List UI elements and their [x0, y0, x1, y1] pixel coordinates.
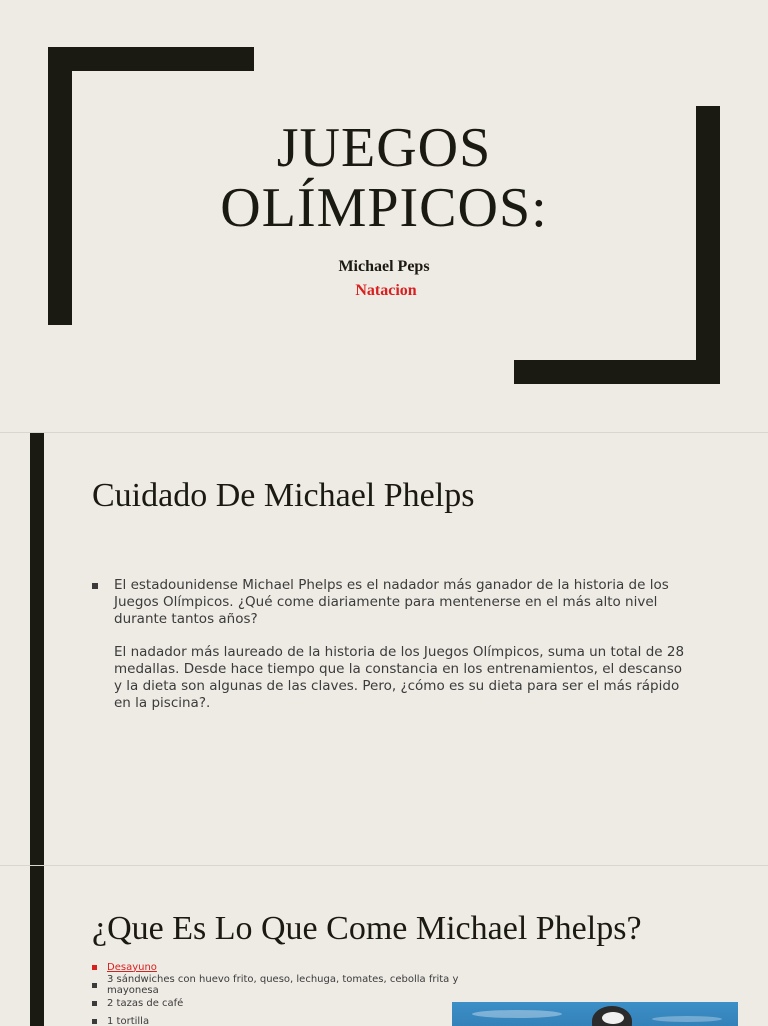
bullet-square-icon [92, 965, 97, 970]
slide-heading: Cuidado De Michael Phelps [92, 477, 474, 515]
title-line-1: JUEGOS [0, 118, 768, 178]
list-item [92, 994, 512, 1012]
frame-bar-bottom-right-horizontal [514, 360, 720, 384]
bullet-square-icon [92, 583, 98, 589]
list-item-text: 2 tazas de café [107, 998, 183, 1009]
slide-title [0, 118, 768, 238]
bullet-square-icon [92, 983, 97, 988]
paragraph-2: El nadador más laureado de la historia de los Juegos Olímpicos, suma un total de 28 medallas. Desde hace tiempo que la constancia en los entrenamientos, el descanso y la dieta son algunas de las claves. Pero, ¿cómo es su dieta para ser el más rápido en la piscina?. [114, 644, 692, 712]
subtitle-sport: Natacion [0, 282, 768, 300]
title-slide [0, 0, 768, 432]
list-item-text: 3 sándwiches con huevo frito, queso, lechuga, tomates, cebolla frita y mayonesa [107, 974, 512, 996]
left-accent-bar [30, 866, 44, 1026]
breakfast-link[interactable]: Desayuno [107, 962, 157, 973]
slide-heading: ¿Que Es Lo Que Come Michael Phelps? [92, 910, 642, 948]
bullet-square-icon [92, 1019, 97, 1024]
content-slide-diet [0, 866, 768, 1026]
content-slide-care [0, 433, 768, 865]
title-line-2: OLÍMPICOS: [0, 178, 768, 238]
subtitle-name: Michael Peps [0, 258, 768, 276]
list-item [92, 976, 512, 994]
swimmer-photo [452, 1002, 738, 1026]
water-ripple [652, 1016, 722, 1022]
left-accent-bar [30, 433, 44, 865]
bullet-list [92, 577, 692, 712]
paragraph-1: El estadounidense Michael Phelps es el nadador más ganador de la historia de los Juegos Olímpicos. ¿Qué come diariamente para mentenerse en el más alto nivel durante tantos años? [114, 577, 692, 628]
water-ripple [472, 1010, 562, 1018]
list-item [92, 577, 692, 628]
frame-bar-top-left-horizontal [48, 47, 254, 71]
list-item-text: 1 tortilla [107, 1016, 149, 1026]
bullet-square-icon [92, 1001, 97, 1006]
swim-cap [602, 1012, 624, 1024]
food-list [92, 958, 512, 1026]
